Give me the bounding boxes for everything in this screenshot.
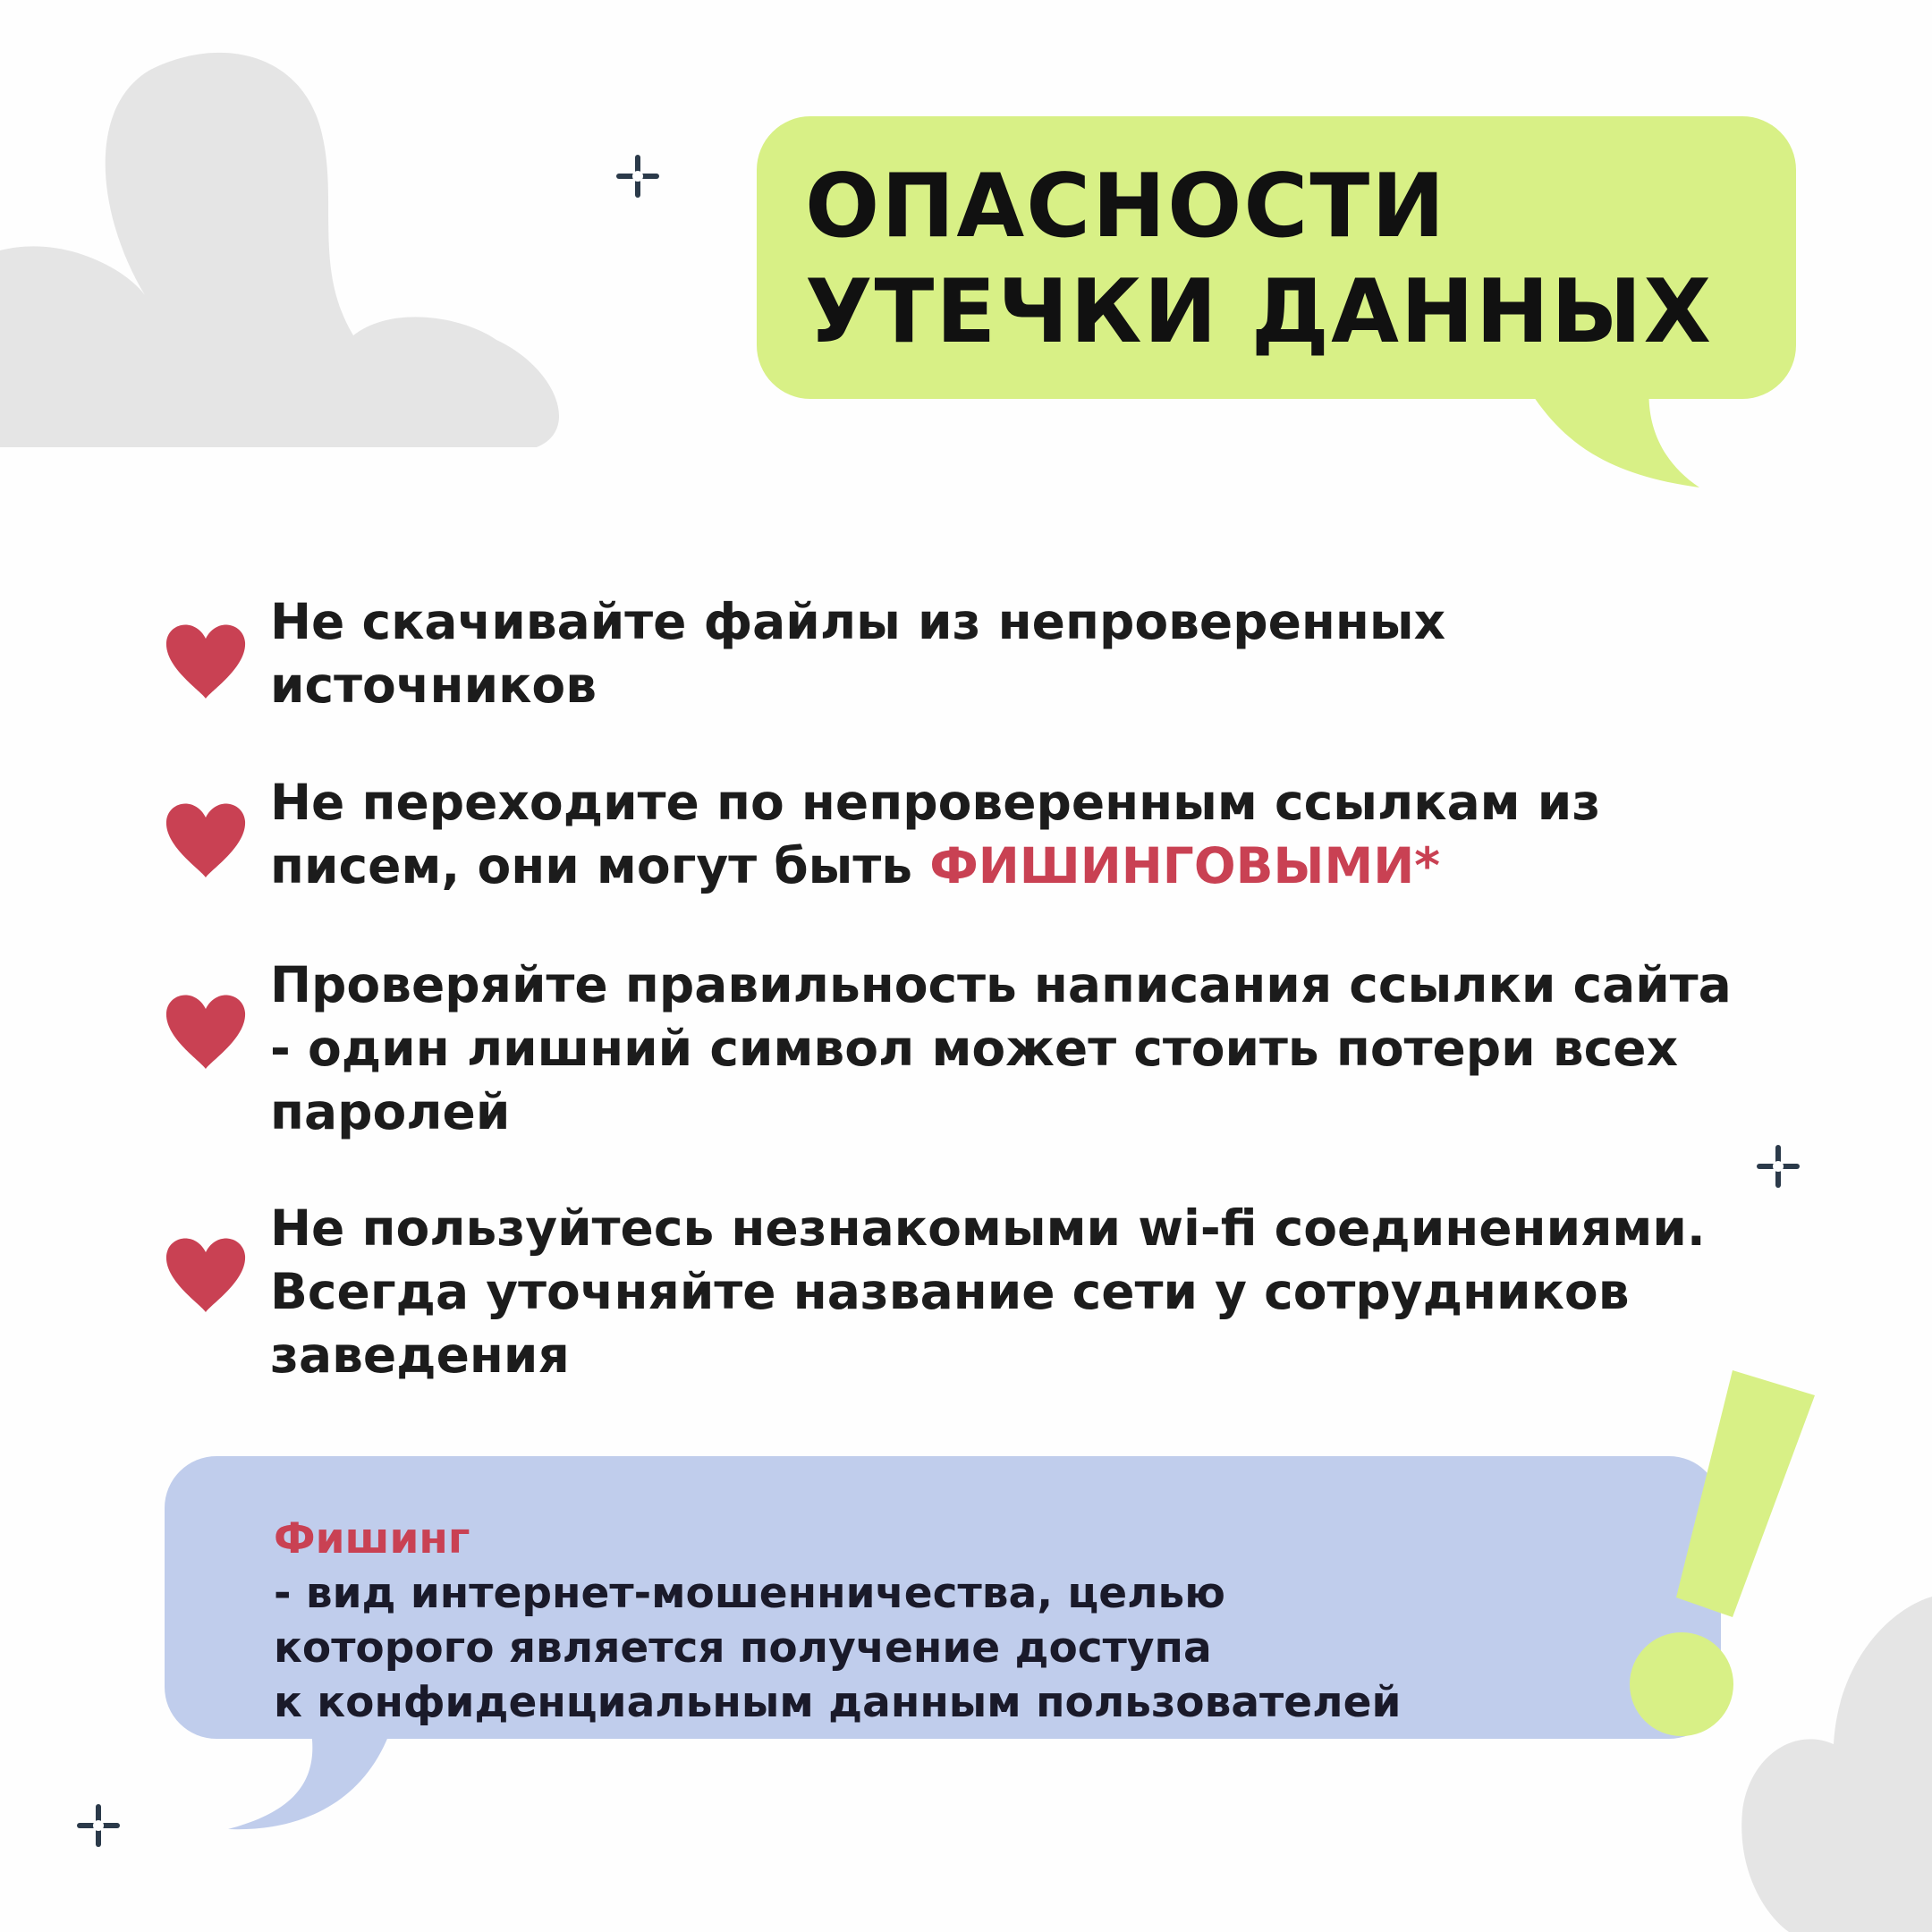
cloud-shape	[1741, 1597, 1932, 1932]
tip-item: Не пользуйтесь незнакомыми wi-fi соединениями. Всегда уточняйте название сети у сотрудников заведения	[270, 1199, 1706, 1384]
tip-item	[270, 771, 1737, 898]
phishing-term: Фишинг	[274, 1514, 470, 1563]
tip-text: Не переходите по непроверенным ссылкам из писем, они могут быть	[270, 774, 1601, 894]
heart-icon	[161, 1227, 250, 1317]
phishing-definition	[274, 1512, 1669, 1730]
sparkle-icon	[1757, 1145, 1800, 1188]
definition-line: к конфиденциальным данным пользователей	[274, 1678, 1402, 1727]
page-title	[805, 154, 1713, 365]
title-line: ОПАСНОСТИ	[805, 156, 1447, 258]
sparkle-icon	[77, 1804, 120, 1847]
tip-item: Не скачивайте файлы из непроверенных источников	[270, 593, 1446, 714]
phishing-highlight: ФИШИНГОВЫМИ*	[929, 837, 1441, 894]
heart-icon	[161, 792, 250, 882]
heart-icon	[161, 614, 250, 703]
definition-line: которого является получение доступа	[274, 1623, 1212, 1673]
sparkle-icon	[616, 155, 659, 198]
definition-text: - вид интернет-мошенничества, целью	[274, 1569, 1225, 1618]
heart-icon	[161, 984, 250, 1073]
tip-item: Проверяйте правильность написания ссылки сайта - один лишний символ может стоить потери всех паролей	[270, 956, 1732, 1140]
title-line: УТЕЧКИ ДАННЫХ	[805, 261, 1714, 363]
definition-line	[274, 1512, 1669, 1621]
cloud-shape	[0, 53, 559, 447]
